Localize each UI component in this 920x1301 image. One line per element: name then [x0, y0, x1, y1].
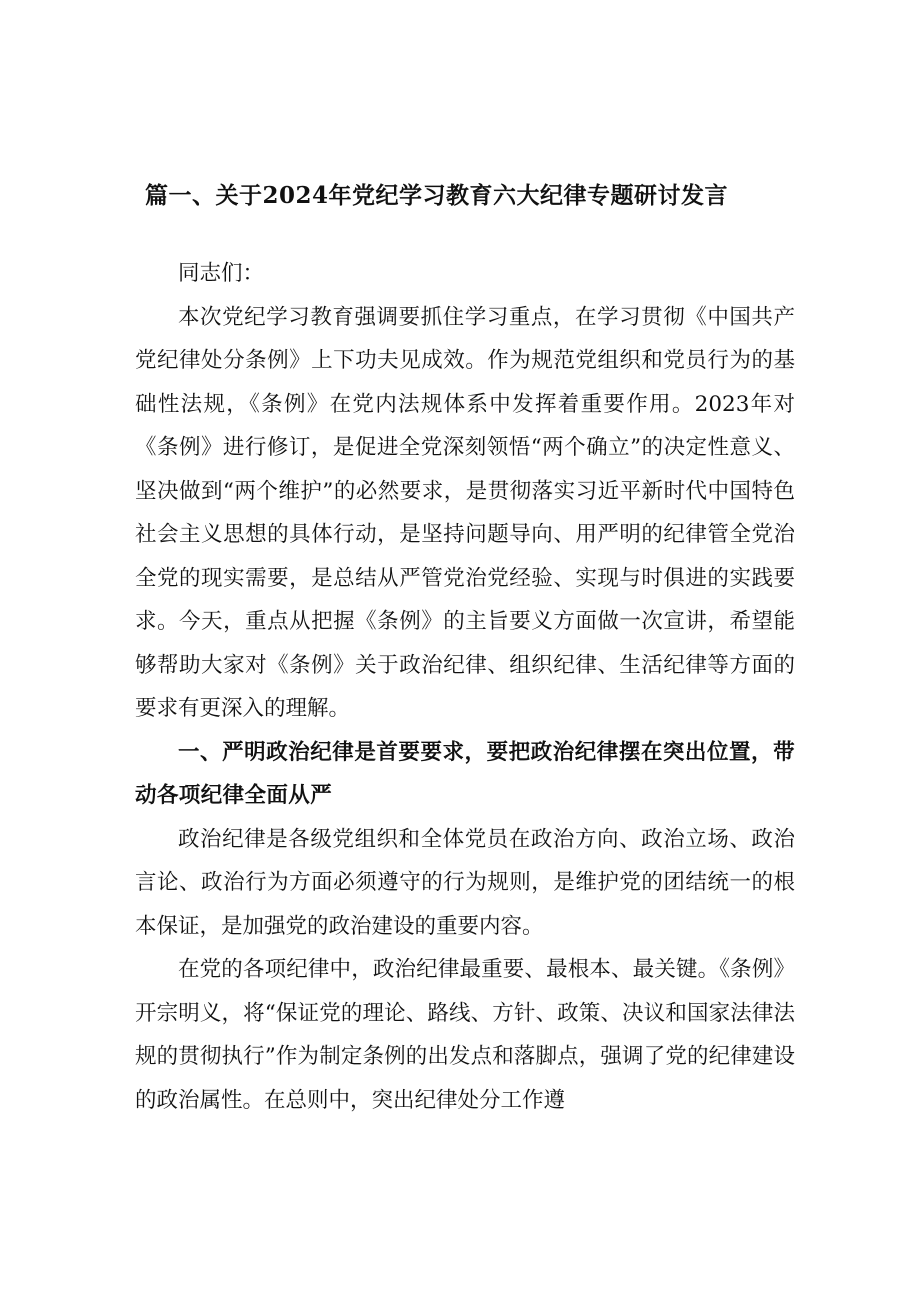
document-title: 篇一、关于2024年党纪学习教育六大纪律专题研讨发言 — [145, 182, 729, 209]
paragraph-regulation: 在党的各项纪律中，政治纪律最重要、最根本、最关键。《条例》开宗明义，将“保证党的理论、路线、方针、政策、决议和国家法律法规的贯彻执行”作为制定条例的出发点和落脚点，强调了党的纪律建设的政治属性。在总则中，突出纪律处分工作遵 — [135, 957, 795, 1113]
greeting: 同志们： — [178, 261, 265, 286]
paragraph-political-discipline: 政治纪律是各级党组织和全体党员在政治方向、政治立场、政治言论、政治行为方面必须遵守的行为规则，是维护党的团结统一的根本保证，是加强党的政治建设的重要内容。 — [135, 826, 795, 939]
paragraph-intro: 本次党纪学习教育强调要抓住学习重点，在学习贯彻《中国共产党纪律处分条例》上下功夫见成效。作为规范党组织和党员行为的基础性法规，《条例》在党内法规体系中发挥着重要作用。2023年对《条例》进行修订，是促进全党深刻领悟“两个确立”的决定性意义、坚决做到“两个维护”的必然要求，是贯彻落实习近平新时代中国特色社会主义思想的具体行动，是坚持问题导向、用严明的纪律管全党治全党的现实需要，是总结从严管党治党经验、实现与时俱进的实践要求。今天，重点从把握《条例》的主旨要义方面做一次宣讲，希望能够帮助大家对《条例》关于政治纪律、组织纪律、生活纪律等方面的要求有更深入的理解。 — [135, 304, 795, 721]
document-body — [135, 252, 795, 1122]
section-heading: 一、严明政治纪律是首要要求，要把政治纪律摆在突出位置，带动各项纪律全面从严 — [135, 739, 795, 808]
